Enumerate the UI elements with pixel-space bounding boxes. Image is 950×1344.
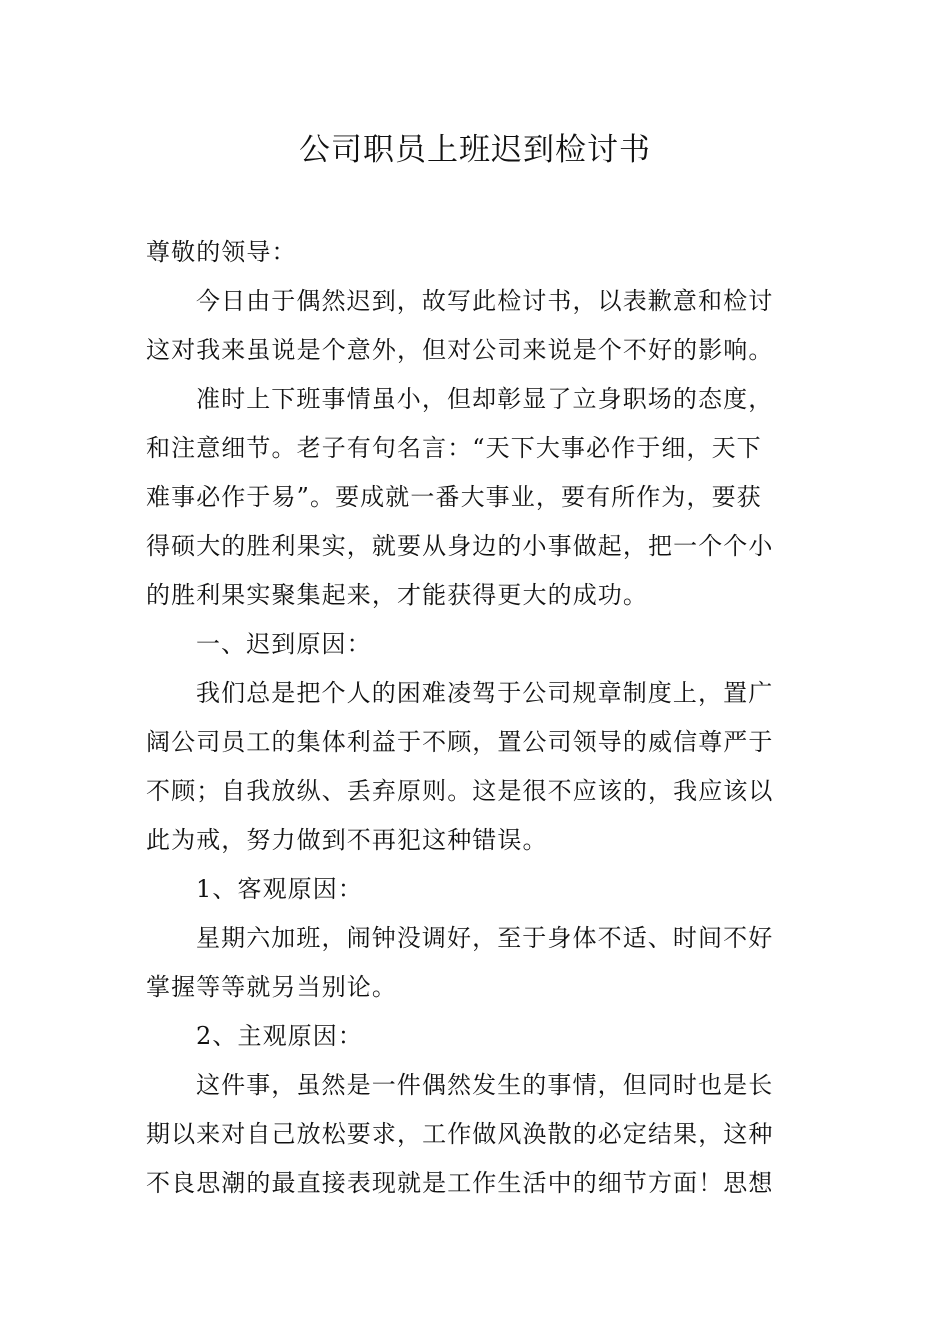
body-line: 此为戒，努力做到不再犯这种错误。	[146, 826, 548, 854]
document-title: 公司职员上班迟到检讨书	[299, 132, 651, 168]
body-line: 期以来对自己放松要求，工作做风涣散的必定结果，这种	[146, 1120, 774, 1148]
document-body	[146, 228, 806, 1208]
body-line: 这对我来虽说是个意外，但对公司来说是个不好的影响。	[146, 336, 774, 364]
body-line: 的胜利果实聚集起来，才能获得更大的成功。	[146, 581, 648, 609]
body-line: 1、客观原因：	[196, 875, 363, 903]
body-line: 今日由于偶然迟到，故写此检讨书，以表歉意和检讨	[196, 287, 774, 315]
body-line: 尊敬的领导：	[146, 238, 297, 266]
body-line: 这件事，虽然是一件偶然发生的事情，但同时也是长	[196, 1071, 774, 1099]
body-line: 准时上下班事情虽小，但却彰显了立身职场的态度，	[196, 385, 774, 413]
body-line: 我们总是把个人的困难凌驾于公司规章制度上，置广	[196, 679, 774, 707]
body-line: 难事必作于易”。要成就一番大事业，要有所作为，要获	[146, 483, 762, 511]
body-line: 和注意细节。老子有句名言：“天下大事必作于细，天下	[146, 434, 762, 462]
body-line: 一、迟到原因：	[196, 630, 372, 658]
body-line: 2、主观原因：	[196, 1022, 363, 1050]
body-line: 不良思潮的最直接表现就是工作生活中的细节方面！思想	[146, 1169, 774, 1197]
body-line: 得硕大的胜利果实，就要从身边的小事做起，把一个个小	[146, 532, 774, 560]
body-line: 星期六加班，闹钟没调好，至于身体不适、时间不好	[196, 924, 774, 952]
body-line: 掌握等等就另当别论。	[146, 973, 397, 1001]
body-line: 阔公司员工的集体利益于不顾，置公司领导的威信尊严于	[146, 728, 774, 756]
body-line: 不顾；自我放纵、丢弃原则。这是很不应该的，我应该以	[146, 777, 774, 805]
